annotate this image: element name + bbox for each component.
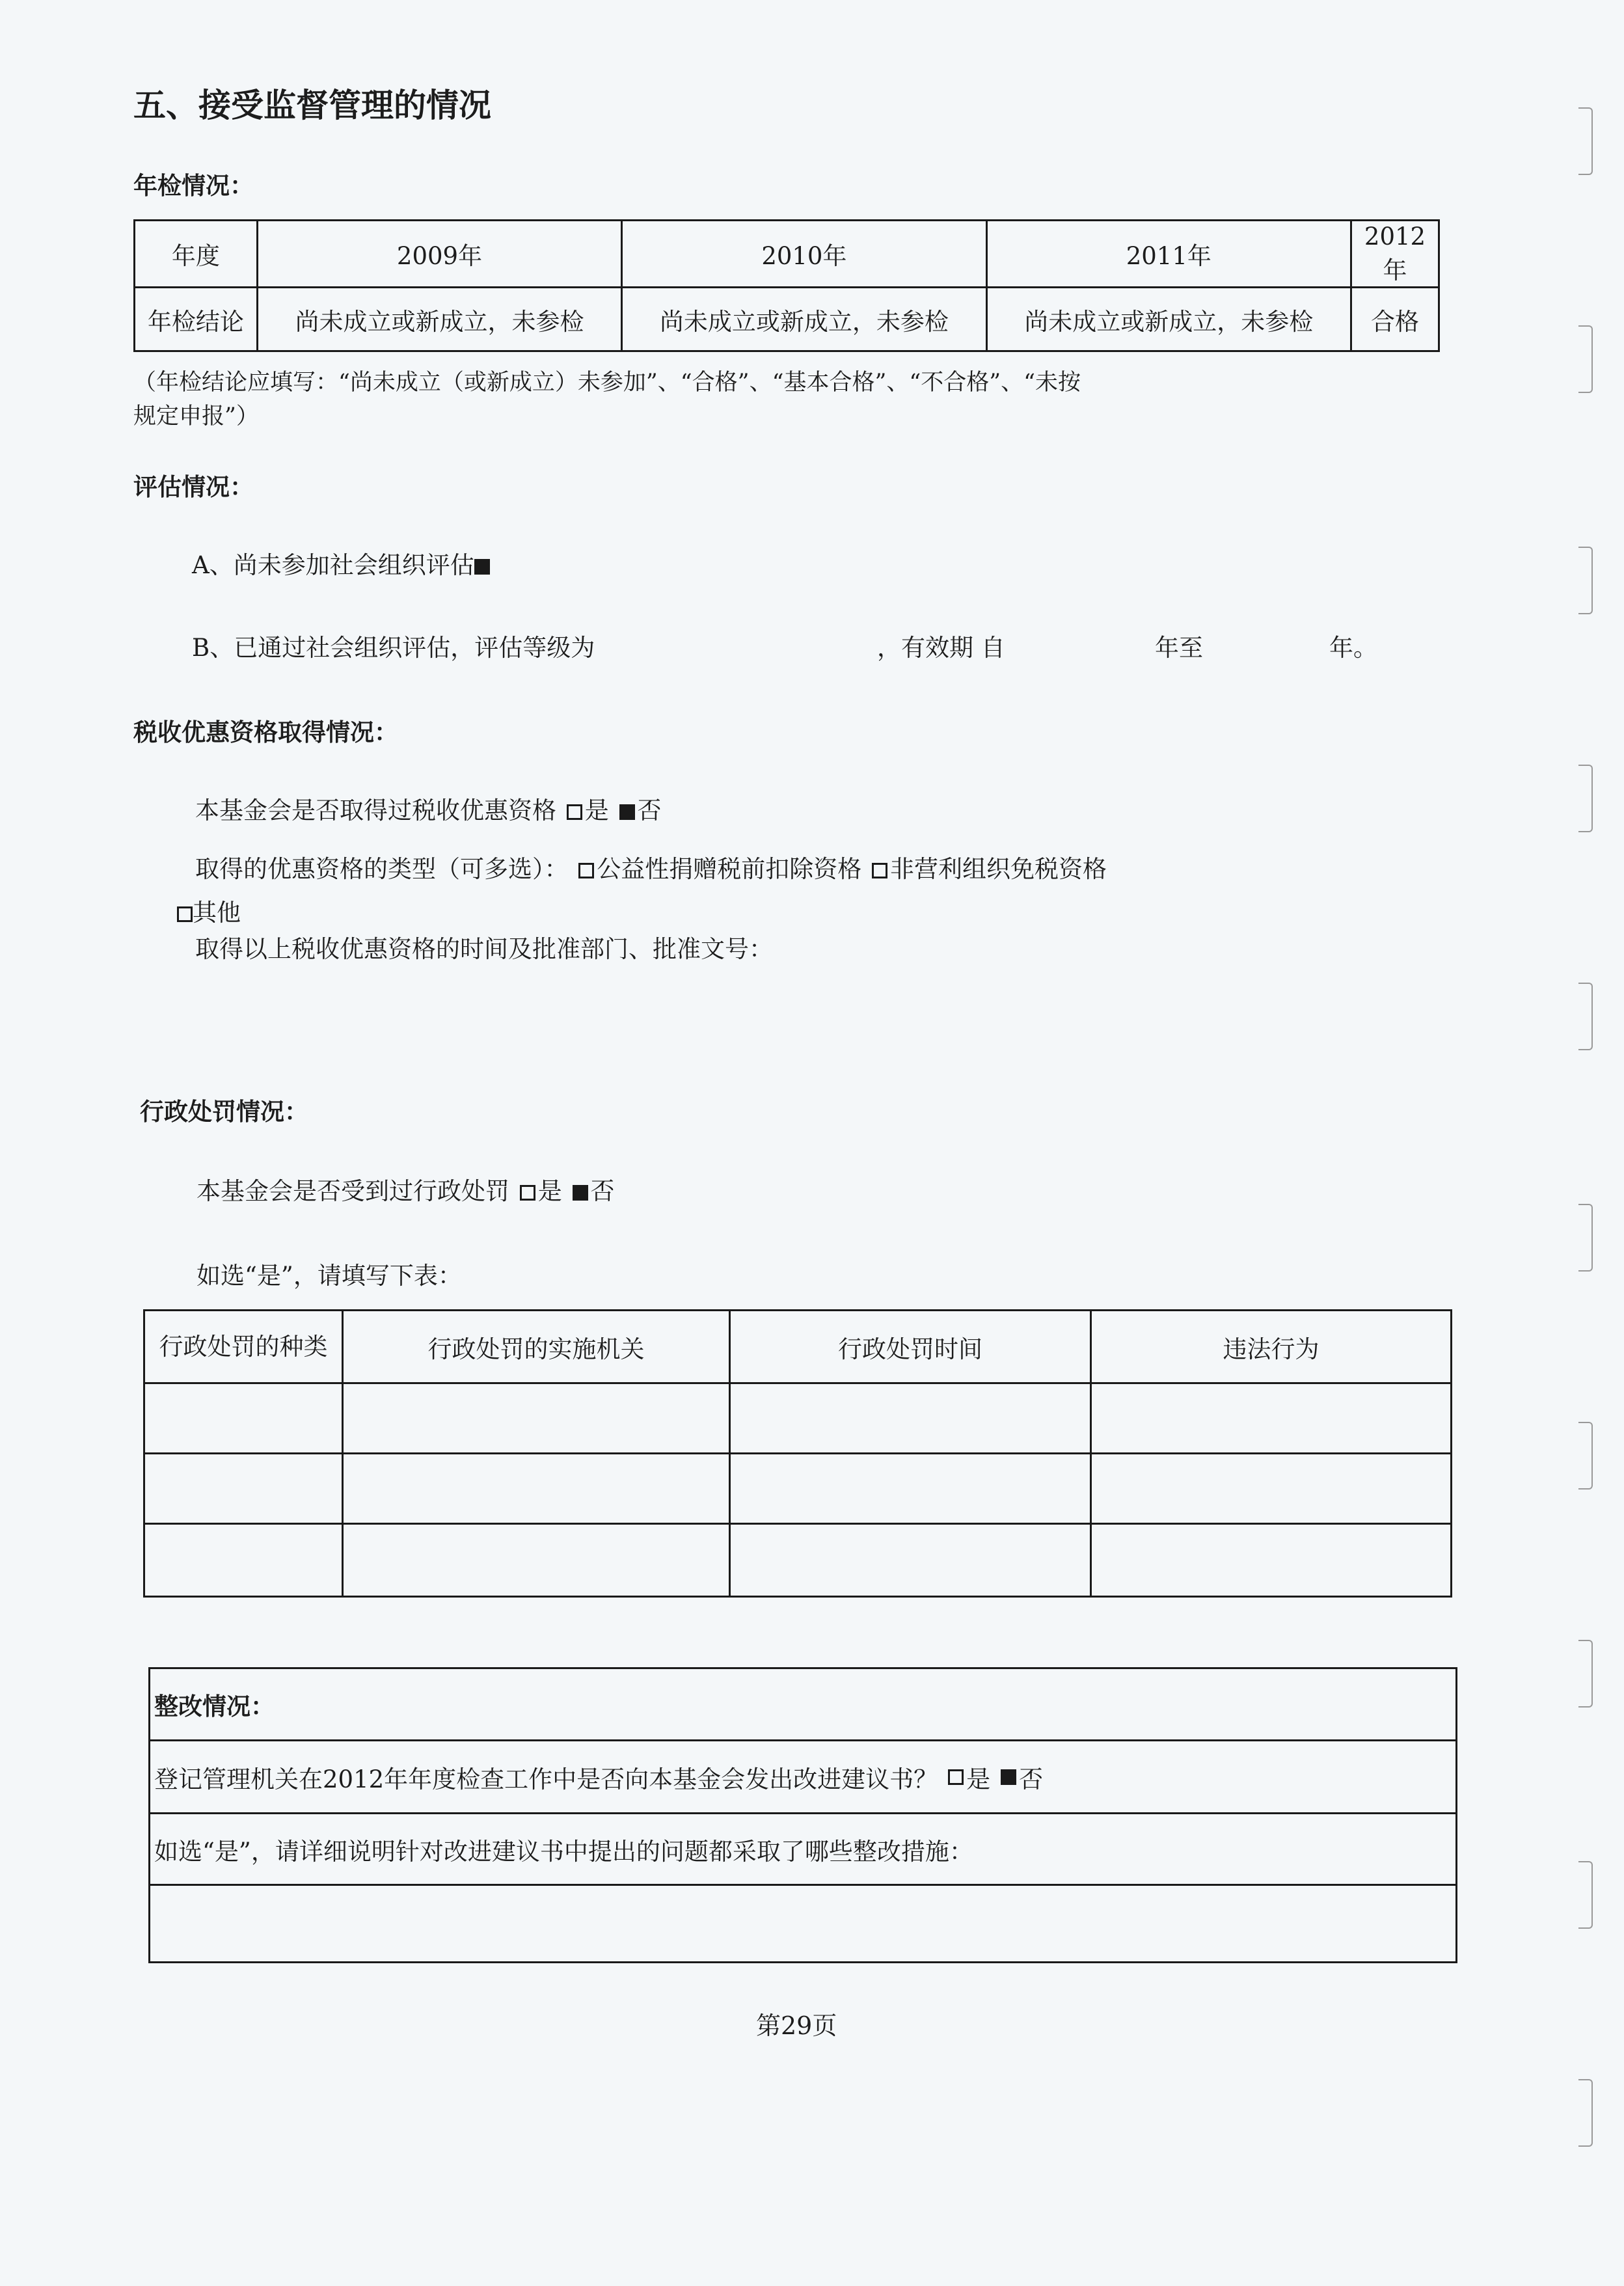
- penalty-q1: [196, 1171, 615, 1206]
- yes-label: 是: [966, 1765, 991, 1793]
- no-label: 否: [590, 1177, 615, 1205]
- evaluation-valid-from: ，有效期 自: [877, 634, 1005, 662]
- tax-option-3-label: 其他: [193, 899, 241, 927]
- table-cell[interactable]: [730, 1524, 1091, 1597]
- binder-tab: [1578, 1204, 1593, 1272]
- annual-check-table: [133, 219, 1440, 352]
- table-cell[interactable]: [730, 1383, 1091, 1454]
- evaluation-option-a: [192, 545, 493, 580]
- table-cell[interactable]: [1091, 1454, 1452, 1524]
- page-number: 第29页: [756, 2011, 837, 2040]
- binder-tab: [1578, 765, 1593, 832]
- table-cell[interactable]: [1091, 1383, 1452, 1454]
- penalty-q1-text: 本基金会是否受到过行政处罚: [196, 1177, 509, 1205]
- evaluation-option-a-text: A、尚未参加社会组织评估: [192, 551, 474, 579]
- binder-tab: [1578, 1422, 1593, 1490]
- tax-q2-text: 取得的优惠资格的类型（可多选）：: [195, 855, 569, 883]
- binder-tab: [1578, 2079, 1593, 2147]
- penalty-label: 行政处罚情况：: [140, 1097, 308, 1126]
- checkbox-icon[interactable]: [948, 1769, 964, 1785]
- table-cell[interactable]: [1091, 1524, 1452, 1597]
- table-cell[interactable]: [343, 1383, 730, 1454]
- penalty-instruction: 如选“是”，请填写下表：: [196, 1262, 462, 1290]
- evaluation-label: 评估情况：: [133, 472, 254, 501]
- table-cell[interactable]: [144, 1524, 343, 1597]
- result-cell: 尚未成立或新成立，未参检: [622, 288, 986, 351]
- table-cell[interactable]: [343, 1454, 730, 1524]
- table-cell[interactable]: [144, 1383, 343, 1454]
- annual-check-label: 年检情况：: [133, 171, 254, 200]
- yes-label: 是: [537, 1177, 562, 1205]
- rectification-q2: [148, 1812, 1457, 1886]
- tax-q2: [195, 849, 1107, 884]
- result-cell: 尚未成立或新成立，未参检: [257, 288, 621, 351]
- yes-label: 是: [584, 796, 609, 824]
- rectification-label: [148, 1667, 1457, 1741]
- annual-check-note-cont: 规定申报”）: [133, 403, 259, 429]
- checked-box-icon[interactable]: [1001, 1769, 1016, 1785]
- tax-option-2: 非营利组织免税资格: [890, 855, 1107, 883]
- tax-option-1: 公益性捐赠税前扣除资格: [597, 855, 862, 883]
- result-cell: 尚未成立或新成立，未参检: [986, 288, 1351, 351]
- annual-check-note: （年检结论应填写：“尚未成立（或新成立）未参加”、“合格”、“基本合格”、“不合格”、“未按: [133, 370, 1081, 396]
- penalty-header-cell: 行政处罚时间: [730, 1311, 1091, 1383]
- table-cell[interactable]: [730, 1454, 1091, 1524]
- rectification-answer-field[interactable]: [148, 1884, 1457, 1963]
- no-label: 否: [1019, 1765, 1044, 1793]
- tax-q3: 取得以上税收优惠资格的时间及批准部门、批准文号：: [195, 935, 773, 963]
- rectification-q2-text: 如选“是”，请详细说明针对改进建议书中提出的问题都采取了哪些整改措施：: [154, 1837, 973, 1866]
- binder-tab: [1578, 325, 1593, 393]
- result-header-cell: 年检结论: [135, 288, 258, 351]
- checked-box-icon[interactable]: [619, 804, 635, 820]
- penalty-table: [143, 1309, 1452, 1598]
- evaluation-option-b: B、已通过社会组织评估，评估等级为: [192, 634, 595, 662]
- rectification-q1: [148, 1739, 1457, 1814]
- year-cell: 2009年: [257, 221, 621, 288]
- tax-option-3: [177, 893, 241, 928]
- checked-box-icon: [474, 559, 490, 575]
- table-cell[interactable]: [343, 1524, 730, 1597]
- binder-tab: [1578, 1861, 1593, 1929]
- year-header-cell: 年度: [135, 221, 258, 288]
- year-cell: 2010年: [622, 221, 986, 288]
- evaluation-year-end: 年。: [1329, 634, 1377, 662]
- table-cell[interactable]: [144, 1454, 343, 1524]
- tax-label: 税收优惠资格取得情况：: [133, 718, 398, 746]
- checkbox-icon[interactable]: [177, 906, 193, 922]
- checkbox-icon[interactable]: [872, 863, 887, 878]
- result-cell: 合格: [1351, 288, 1439, 351]
- binder-tab: [1578, 1640, 1593, 1708]
- rectification-q1-text: 登记管理机关在2012年年度检查工作中是否向本基金会发出改进建议书？: [154, 1765, 938, 1793]
- penalty-header-cell: 违法行为: [1091, 1311, 1452, 1383]
- section-title: 五、接受监督管理的情况: [133, 86, 491, 124]
- checked-box-icon[interactable]: [573, 1185, 588, 1201]
- tax-q1-text: 本基金会是否取得过税收优惠资格: [195, 796, 556, 824]
- penalty-header-cell: 行政处罚的实施机关: [343, 1311, 730, 1383]
- binder-tab: [1578, 983, 1593, 1050]
- tax-q1: [195, 791, 662, 826]
- binder-tab: [1578, 107, 1593, 175]
- binder-tab: [1578, 547, 1593, 614]
- year-cell: 2011年: [986, 221, 1351, 288]
- evaluation-year-to: 年至: [1155, 634, 1203, 662]
- checkbox-icon[interactable]: [520, 1185, 535, 1201]
- no-label: 否: [637, 796, 662, 824]
- penalty-header-cell: 行政处罚的种类: [144, 1311, 343, 1383]
- rectification-label-text: 整改情况：: [154, 1692, 275, 1721]
- year-cell: 2012年: [1351, 221, 1439, 288]
- checkbox-icon[interactable]: [578, 863, 594, 878]
- checkbox-icon[interactable]: [567, 804, 582, 820]
